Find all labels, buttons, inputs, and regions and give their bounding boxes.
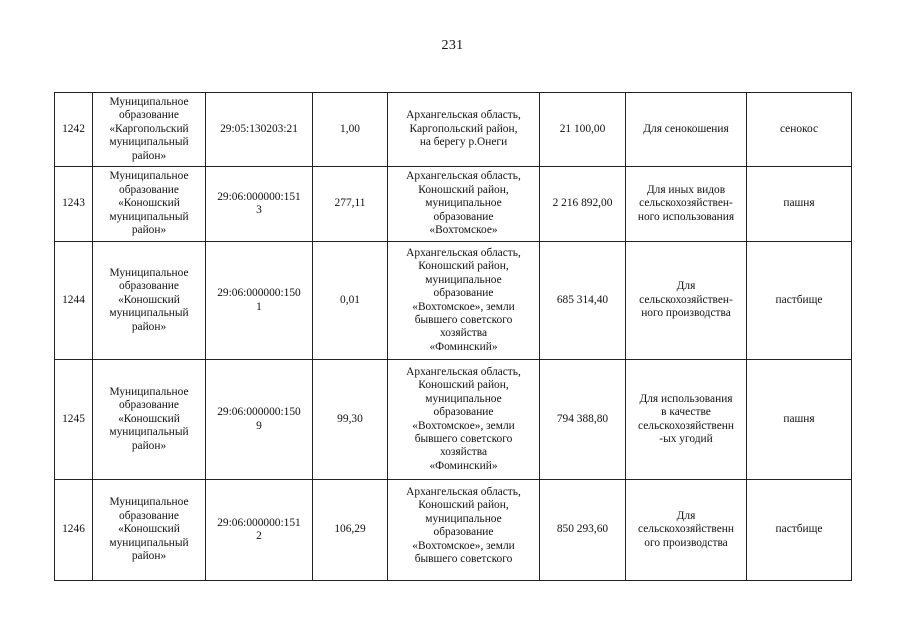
location-cell: Архангельская область, Коношский район, муниципальное образование «Вохтомское» [388,167,540,242]
location-cell: Архангельская область, Коношский район, муниципальное образование «Вохтомское», земли бывшего советского хозяйства «Фоминский» [388,242,540,360]
table-row [55,360,852,480]
cadastral-number-cell: 29:06:000000:151 2 [206,480,313,581]
page-number: 231 [441,38,464,53]
row-number: 1245 [55,360,93,480]
purpose-cell: Для сельскохозяйствен- ного производства [626,242,747,360]
location-cell: Архангельская область, Коношский район, муниципальное образование «Вохтомское», земли бывшего советского хозяйства «Фоминский» [388,360,540,480]
land-type-cell: пастбище [747,480,852,581]
area-cell: 99,30 [313,360,388,480]
area-cell: 0,01 [313,242,388,360]
row-number: 1242 [55,93,93,167]
row-number: 1244 [55,242,93,360]
table-row [55,242,852,360]
location-cell: Архангельская область, Каргопольский район, на берегу р.Онеги [388,93,540,167]
land-type-cell: сенокос [747,93,852,167]
cadastral-value-cell: 21 100,00 [540,93,626,167]
area-cell: 1,00 [313,93,388,167]
row-number: 1243 [55,167,93,242]
purpose-cell: Для использования в качестве сельскохозяйственн -ых угодий [626,360,747,480]
land-registry-table [54,92,852,581]
owner-cell: Муниципальное образование «Коношский муниципальный район» [93,167,206,242]
cadastral-number-cell: 29:05:130203:21 [206,93,313,167]
land-type-cell: пастбище [747,242,852,360]
cadastral-value-cell: 685 314,40 [540,242,626,360]
table-row [55,93,852,167]
table-row [55,167,852,242]
row-number: 1246 [55,480,93,581]
cadastral-value-cell: 2 216 892,00 [540,167,626,242]
owner-cell: Муниципальное образование «Коношский муниципальный район» [93,242,206,360]
purpose-cell: Для сельскохозяйственн ого производства [626,480,747,581]
purpose-cell: Для иных видов сельскохозяйствен- ного использования [626,167,747,242]
location-cell: Архангельская область, Коношский район, муниципальное образование «Вохтомское», земли бывшего советского [388,480,540,581]
land-type-cell: пашня [747,167,852,242]
table-row [55,480,852,581]
owner-cell: Муниципальное образование «Коношский муниципальный район» [93,480,206,581]
area-cell: 106,29 [313,480,388,581]
owner-cell: Муниципальное образование «Каргопольский муниципальный район» [93,93,206,167]
cadastral-value-cell: 850 293,60 [540,480,626,581]
cadastral-number-cell: 29:06:000000:150 9 [206,360,313,480]
area-cell: 277,11 [313,167,388,242]
cadastral-value-cell: 794 388,80 [540,360,626,480]
land-type-cell: пашня [747,360,852,480]
purpose-cell: Для сенокошения [626,93,747,167]
cadastral-number-cell: 29:06:000000:151 3 [206,167,313,242]
owner-cell: Муниципальное образование «Коношский муниципальный район» [93,360,206,480]
cadastral-number-cell: 29:06:000000:150 1 [206,242,313,360]
